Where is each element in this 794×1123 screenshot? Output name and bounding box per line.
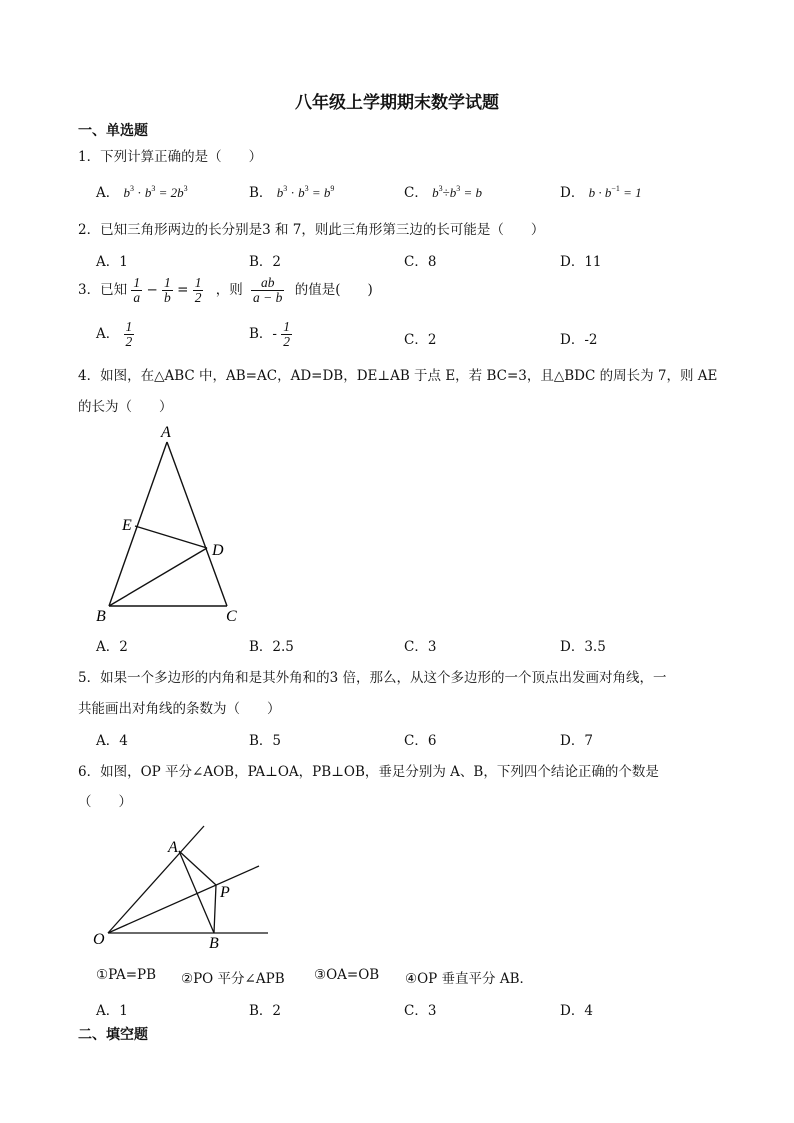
question-3-option-a: A． $\frac{1}{2}$ xyxy=(96,319,133,349)
ray-oa xyxy=(108,826,204,933)
question-5-stem-line-1: 5．如果一个多边形的内角和是其外角和的3 倍，那么，从这个多边形的一个顶点出发画对角线，一 xyxy=(78,670,667,686)
question-6-stem-line-1: 6．如图，OP 平分∠AOB，PA⊥OA，PB⊥OB，垂足分别为 A、B，下列四个结论正确的个数是 xyxy=(78,764,659,780)
segment-ab xyxy=(109,442,167,606)
question-3-option-c: C．2 xyxy=(404,332,437,348)
question-6-conclusion-1: ①PA=PB xyxy=(96,967,157,983)
label-o: O xyxy=(93,931,105,948)
fraction: $\frac{1}{2}$ xyxy=(283,319,291,349)
question-1-stem: 1．下列计算正确的是（ ） xyxy=(78,149,263,165)
section-heading-fill-in: 二、填空题 xyxy=(78,1027,148,1043)
question-4-option-d: D．3.5 xyxy=(560,639,606,655)
question-2-option-a: A．1 xyxy=(96,254,128,270)
question-6-conclusion-4: ④OP 垂直平分 AB． xyxy=(405,971,534,987)
question-5-option-a: A．4 xyxy=(96,733,128,749)
fraction: $\frac{1}{2}$ xyxy=(125,319,133,349)
question-6-stem-line-2: （ ） xyxy=(78,794,132,810)
segment-pa xyxy=(179,851,216,885)
question-5-stem-line-2: 共能画出对角线的条数为（ ） xyxy=(78,701,281,717)
question-1-option-c: C． $b^3\div b^3 = b$ xyxy=(404,184,483,201)
question-6-option-d: D．4 xyxy=(560,1003,593,1019)
question-5-option-d: D．7 xyxy=(560,733,593,749)
segment-ed xyxy=(135,526,207,548)
question-5-option-c: C．6 xyxy=(404,733,437,749)
question-4-option-a: A．2 xyxy=(96,639,128,655)
label-e: E xyxy=(122,517,132,534)
ray-op xyxy=(108,866,259,933)
question-1-option-a: A． $b^3 \cdot b^3 = 2b^3$ xyxy=(96,184,188,201)
fraction: $\frac{ab}{a - b}$ xyxy=(253,275,283,305)
label-c: C xyxy=(226,608,237,625)
segment-ab xyxy=(179,851,214,933)
label-d: D xyxy=(212,542,224,559)
question-1-option-d: D． $b \cdot b^{-1} = 1$ xyxy=(560,184,642,201)
label-b: B xyxy=(209,935,219,952)
question-4-figure xyxy=(90,418,250,628)
question-2-stem: 2．已知三角形两边的长分别是3 和 7，则此三角形第三边的长可能是（ ） xyxy=(78,222,545,238)
question-4-option-b: B．2.5 xyxy=(249,639,294,655)
segment-bd xyxy=(109,548,207,606)
label-a: A xyxy=(168,839,178,856)
question-4-option-c: C．3 xyxy=(404,639,437,655)
question-6-conclusion-2: ②PO 平分∠APB xyxy=(181,971,285,987)
question-6-option-c: C．3 xyxy=(404,1003,437,1019)
question-6-figure xyxy=(88,818,288,958)
label-p: P xyxy=(220,884,230,901)
question-6-option-b: B．2 xyxy=(249,1003,282,1019)
section-heading-single-choice: 一、单选题 xyxy=(78,123,148,139)
fraction: $\frac{1}{2}$ xyxy=(194,275,202,305)
question-6-option-a: A．1 xyxy=(96,1003,128,1019)
label-a: A xyxy=(161,424,171,441)
question-2-option-b: B．2 xyxy=(249,254,282,270)
question-5-option-b: B．5 xyxy=(249,733,282,749)
fraction: $\frac{1}{a}$ xyxy=(133,275,141,305)
segment-pb xyxy=(214,885,216,933)
fraction: $\frac{1}{b}$ xyxy=(164,275,171,305)
question-3-option-b: B．- $\frac{1}{2}$ xyxy=(249,319,291,349)
question-2-option-c: C．8 xyxy=(404,254,437,270)
label-b: B xyxy=(96,608,106,625)
question-4-stem-line-1: 4．如图，在△ABC 中，AB=AC，AD=DB，DE⊥AB 于点 E，若 BC=3，且△BDC 的周长为 7，则 AE xyxy=(78,368,718,384)
question-3-option-d: D．-2 xyxy=(560,332,598,348)
page-title: 八年级上学期期末数学试题 xyxy=(295,93,499,113)
question-4-stem-line-2: 的长为（ ） xyxy=(78,399,173,415)
question-1-option-b: B． $b^3 \cdot b^3 = b^9$ xyxy=(249,184,335,201)
segment-ac xyxy=(167,442,227,606)
question-2-option-d: D．11 xyxy=(560,254,602,270)
question-6-conclusion-3: ③OA=OB xyxy=(314,967,380,983)
question-3-stem: 3．已知 $\frac{1}{a}$ − $\frac{1}{b}$ = $\frac{1}{2}$ ，则 $\frac{ab}{a - b}$ 的值是( ) xyxy=(78,275,373,305)
